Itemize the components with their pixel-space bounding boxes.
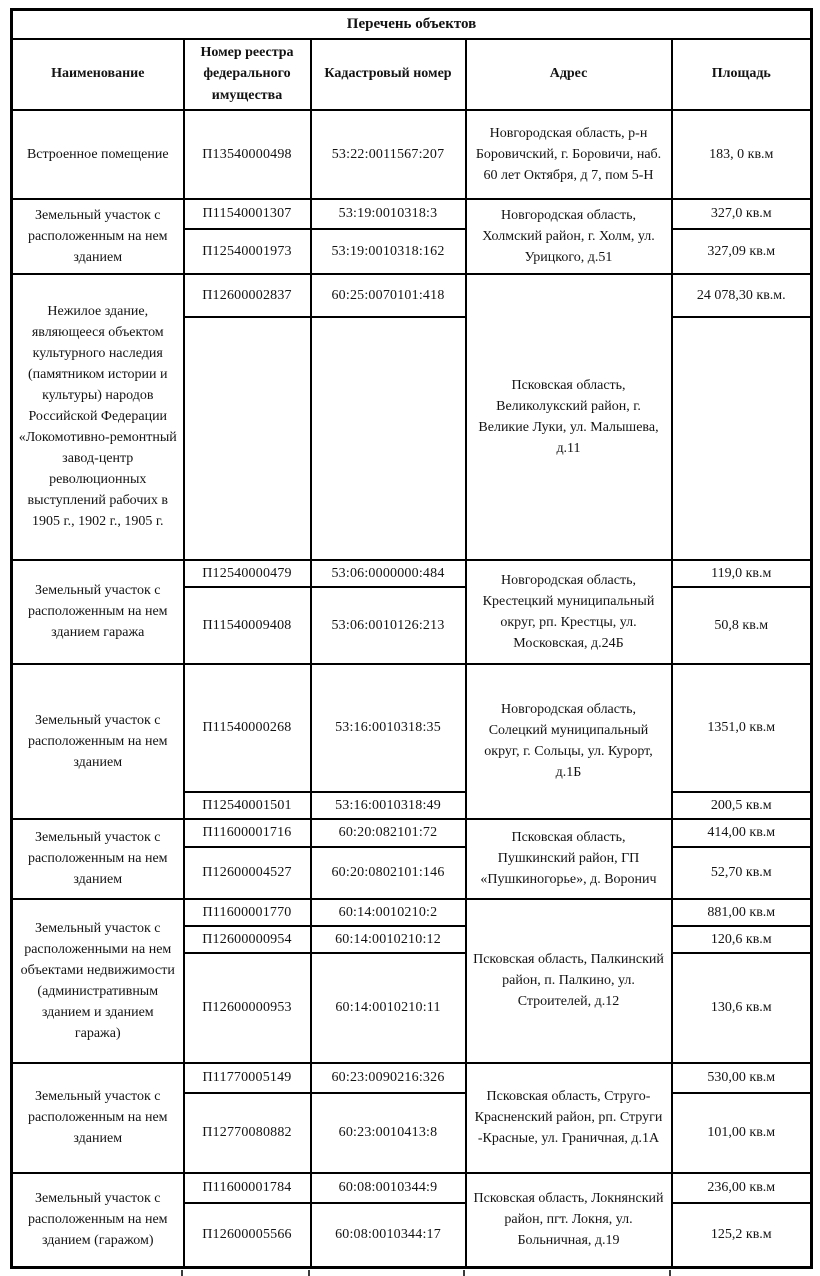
objects-table xyxy=(10,8,813,1269)
object-name-cell: Встроенное помещение xyxy=(12,110,184,199)
registry-number-cell: П13540000498 xyxy=(184,110,311,199)
table-row xyxy=(12,1173,812,1203)
column-divider-stub xyxy=(463,1270,465,1276)
registry-number-cell: П11770005149 xyxy=(184,1063,311,1093)
area-cell: 119,0 кв.м xyxy=(672,560,812,587)
cadastral-number-cell: 60:23:0090216:326 xyxy=(311,1063,466,1093)
area-cell: 530,00 кв.м xyxy=(672,1063,812,1093)
object-name-cell: Земельный участок с расположенным на нем зданием xyxy=(12,1063,184,1173)
area-cell: 130,6 кв.м xyxy=(672,953,812,1063)
registry-number-cell: П12600000953 xyxy=(184,953,311,1063)
table-title: Перечень объектов xyxy=(12,10,812,39)
area-cell: 1351,0 кв.м xyxy=(672,664,812,792)
cadastral-number-cell: 60:23:0010413:8 xyxy=(311,1093,466,1173)
cadastral-number-cell: 60:08:0010344:9 xyxy=(311,1173,466,1203)
address-cell: Псковская область, Палкинский район, п. Палкино, ул. Строителей, д.12 xyxy=(466,899,672,1063)
cadastral-number-cell: 53:06:0000000:484 xyxy=(311,560,466,587)
object-name-cell: Нежилое здание, являющееся объектом культурного наследия (памятником истории и культуры) народов Российской Федерации «Локомотивно-ремонтный завод-центр революционных выступлений рабочих в 1905 г., 1902 г., 1905 г. xyxy=(12,274,184,560)
table-row xyxy=(12,110,812,199)
registry-number-cell: П12540001501 xyxy=(184,792,311,819)
cadastral-number-cell: 60:14:0010210:12 xyxy=(311,926,466,953)
area-cell: 24 078,30 кв.м. xyxy=(672,274,812,317)
address-cell: Новгородская область, Крестецкий муниципальный округ, рп. Крестцы, ул. Московская, д.24Б xyxy=(466,560,672,664)
registry-number-cell xyxy=(184,317,311,560)
column-divider-stub xyxy=(181,1270,183,1276)
registry-number-cell: П11600001716 xyxy=(184,819,311,847)
table-row xyxy=(12,199,812,229)
area-cell: 327,09 кв.м xyxy=(672,229,812,274)
column-divider-stub xyxy=(669,1270,671,1276)
cadastral-number-cell: 53:22:0011567:207 xyxy=(311,110,466,199)
object-name-cell: Земельный участок с расположенными на нем объектами недвижимости (административным зданием и зданием гаража) xyxy=(12,899,184,1063)
column-header-area: Площадь xyxy=(672,39,812,110)
registry-number-cell: П11600001770 xyxy=(184,899,311,926)
area-cell: 183, 0 кв.м xyxy=(672,110,812,199)
page-cutoff-row xyxy=(10,1269,810,1276)
object-name-cell: Земельный участок с расположенным на нем зданием гаража xyxy=(12,560,184,664)
table-row xyxy=(12,274,812,317)
column-header-address: Адрес xyxy=(466,39,672,110)
column-header-registry: Номер реестра федерального имущества xyxy=(184,39,311,110)
registry-number-cell: П12600005566 xyxy=(184,1203,311,1268)
area-cell: 200,5 кв.м xyxy=(672,792,812,819)
registry-number-cell: П11600001784 xyxy=(184,1173,311,1203)
registry-number-cell: П11540009408 xyxy=(184,587,311,664)
cadastral-number-cell: 53:16:0010318:35 xyxy=(311,664,466,792)
registry-number-cell: П11540000268 xyxy=(184,664,311,792)
cadastral-number-cell xyxy=(311,317,466,560)
area-cell: 125,2 кв.м xyxy=(672,1203,812,1268)
table-row xyxy=(12,899,812,926)
registry-number-cell: П12600002837 xyxy=(184,274,311,317)
object-name-cell: Земельный участок с расположенным на нем зданием (гаражом) xyxy=(12,1173,184,1268)
address-cell: Псковская область, Локнянский район, пгт. Локня, ул. Больничная, д.19 xyxy=(466,1173,672,1268)
area-cell: 414,00 кв.м xyxy=(672,819,812,847)
cadastral-number-cell: 60:25:0070101:418 xyxy=(311,274,466,317)
area-cell: 52,70 кв.м xyxy=(672,847,812,899)
object-name-cell: Земельный участок с расположенным на нем зданием xyxy=(12,199,184,274)
column-header-cadastral: Кадастровый номер xyxy=(311,39,466,110)
area-cell xyxy=(672,317,812,560)
area-cell: 50,8 кв.м xyxy=(672,587,812,664)
cadastral-number-cell: 53:19:0010318:162 xyxy=(311,229,466,274)
cadastral-number-cell: 60:14:0010210:2 xyxy=(311,899,466,926)
area-cell: 327,0 кв.м xyxy=(672,199,812,229)
address-cell: Псковская область, Струго-Красненский район, рп. Струги -Красные, ул. Граничная, д.1А xyxy=(466,1063,672,1173)
object-name-cell: Земельный участок с расположенным на нем зданием xyxy=(12,819,184,899)
registry-number-cell: П12600004527 xyxy=(184,847,311,899)
table-row xyxy=(12,819,812,847)
cadastral-number-cell: 60:08:0010344:17 xyxy=(311,1203,466,1268)
cadastral-number-cell: 60:20:082101:72 xyxy=(311,819,466,847)
address-cell: Новгородская область, р-н Боровичский, г. Боровичи, наб. 60 лет Октября, д 7, пом 5-Н xyxy=(466,110,672,199)
area-cell: 236,00 кв.м xyxy=(672,1173,812,1203)
table-row xyxy=(12,664,812,792)
address-cell: Новгородская область, Холмский район, г. Холм, ул. Урицкого, д.51 xyxy=(466,199,672,274)
registry-number-cell: П12770080882 xyxy=(184,1093,311,1173)
address-cell: Псковская область, Пушкинский район, ГП «Пушкиногорье», д. Воронич xyxy=(466,819,672,899)
registry-number-cell: П12540000479 xyxy=(184,560,311,587)
cadastral-number-cell: 60:14:0010210:11 xyxy=(311,953,466,1063)
table-row xyxy=(12,560,812,587)
area-cell: 881,00 кв.м xyxy=(672,899,812,926)
area-cell: 120,6 кв.м xyxy=(672,926,812,953)
cadastral-number-cell: 53:06:0010126:213 xyxy=(311,587,466,664)
address-cell: Псковская область, Великолукский район, г. Великие Луки, ул. Малышева, д.11 xyxy=(466,274,672,560)
column-divider-stub xyxy=(308,1270,310,1276)
address-cell: Новгородская область, Солецкий муниципальный округ, г. Сольцы, ул. Курорт, д.1Б xyxy=(466,664,672,819)
cadastral-number-cell: 60:20:0802101:146 xyxy=(311,847,466,899)
cadastral-number-cell: 53:19:0010318:3 xyxy=(311,199,466,229)
column-header-name: Наименование xyxy=(12,39,184,110)
registry-number-cell: П12600000954 xyxy=(184,926,311,953)
area-cell: 101,00 кв.м xyxy=(672,1093,812,1173)
registry-number-cell: П12540001973 xyxy=(184,229,311,274)
registry-number-cell: П11540001307 xyxy=(184,199,311,229)
object-name-cell: Земельный участок с расположенным на нем зданием xyxy=(12,664,184,819)
table-row xyxy=(12,1063,812,1093)
cadastral-number-cell: 53:16:0010318:49 xyxy=(311,792,466,819)
